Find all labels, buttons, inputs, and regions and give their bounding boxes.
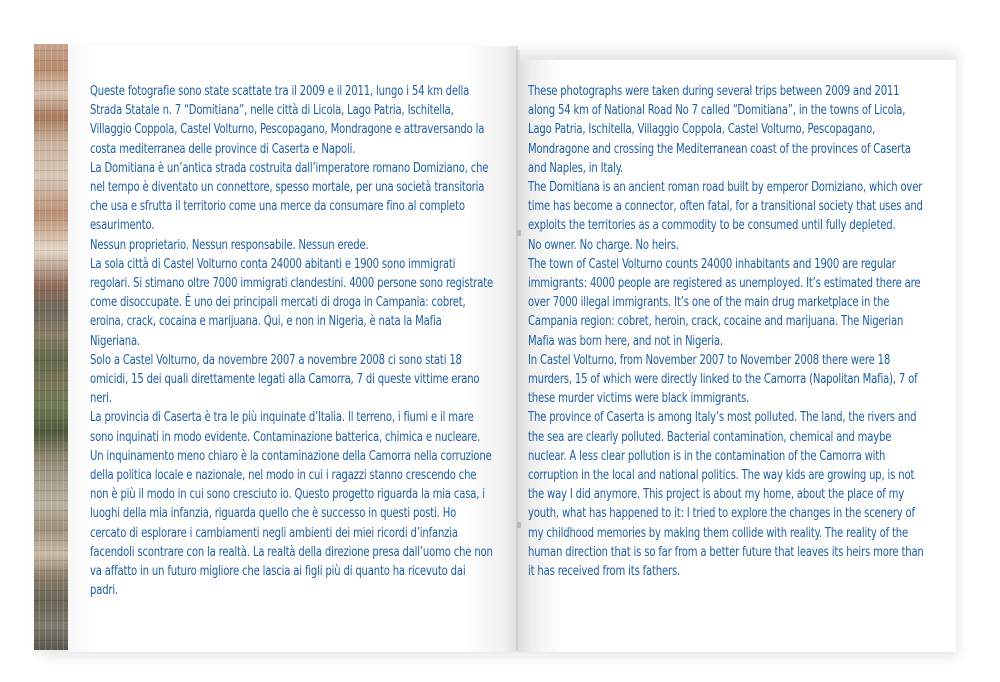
open-booklet: [32, 40, 954, 652]
italian-paragraph-2: La Domitiana è un’antica strada costruita dall’imperatore romano Domiziano, che nel tempo è diventato un connettore, spesso mortale, per una società transitoria che usa e sfrutta il territorio come una merce da consumare fino al completo esaurimento.: [90, 160, 489, 234]
italian-paragraph-1: Queste fotografie sono state scattate tra il 2009 e il 2011, lungo i 54 km della Strada Statale n. 7 “Domitiana”, nelle città di Licola, Lago Patria, Ischitella, Villaggio Coppola, Castel Volturno, Pescopagano, Mondragone e attraversando la costa mediterranea delle province di Caserta e Napoli.: [90, 84, 485, 157]
italian-paragraph-5: Solo a Castel Volturno, da novembre 2007 a novembre 2008 ci sono stati 18 omicidi, 15 dei quali direttamente legati alla Camorra, 7 di queste vittime erano neri.: [90, 352, 480, 407]
italian-paragraph-6: La provincia di Caserta è tra le più inquinate d’Italia. Il terreno, i fiumi e il mare sono inquinati in modo evidente. Contaminazione batterica, chimica e nucleare. Un inquinamento meno chiaro è la contaminazione della Camorra nella corruzione della politica locale e nazionale, nel modo in cui i ragazzi stanno crescendo che non è più il modo in cui sono cresciuto io. Questo progetto riguarda la mia casa, i luoghi della mia infanzia, riguarda quello che è successo in questi posti. Ho cercato di esplorare i cambiamenti negli ambienti dei miei ricordi d’infanzia facendoli scontrare con la realtà. La realtà della direzione presa dall’uomo che non va affatto in un futuro migliore che lascia ai figli più di quanto ha ricevuto dai padri.: [90, 410, 493, 599]
english-paragraph-3: No owner. No charge. No heirs.: [528, 237, 679, 253]
english-paragraph-5: In Castel Volturno, from November 2007 to November 2008 there were 18 murders, 15 of which were directly linked to the Camorra (Napolitan Mafia), 7 of these murder victims were black immigrants.: [528, 352, 918, 407]
english-text-block: [528, 82, 926, 581]
italian-text-block: [90, 82, 494, 600]
staple-top: [517, 230, 521, 236]
english-paragraph-1: These photographs were taken during several trips between 2009 and 2011 along 54 km of National Road No 7 called “Domitiana”, in the towns of Licola, Lago Patria, Ischitella, Villaggio Coppola, Castel Volturno, Pescopagano, Mondragone and crossing the Mediterranean coast of the provinces of Caserta and Naples, in Italy.: [528, 84, 911, 176]
italian-paragraph-3: Nessun proprietario. Nessun responsabile. Nessun erede.: [90, 237, 369, 253]
english-paragraph-2: The Domitiana is an ancient roman road built by emperor Domiziano, which over time has become a connector, often fatal, for a transitional society that uses and exploits the territories as a commodity to be consumed until fully depleted.: [528, 180, 923, 234]
english-paragraph-4: The town of Castel Volturno counts 24000 inhabitants and 1900 are regular immigrants: 4000 people are registered as unemployed. It’s estimated there are over 7000 illegal immigrants. It’s one of the main drug marketplace in the Campania region: cobret, heroin, crack, cocaine and marijuana. The Nigerian Mafia was born here, and not in Nigeria.: [528, 256, 921, 349]
english-paragraph-6: The province of Caserta is among Italy’s most polluted. The land, the rivers and the sea are clearly polluted. Bacterial contamination, chemical and maybe nuclear. A less clear pollution is in the contamination of the Camorra with corruption in the local and national politics. The way kids are growing up, is not the way I did anymore. This project is about my home, about the place of my youth, what has happened to it: I tried to explore the changes in the scenery of my childhood memories by making them collide with reality. The reality of the human direction that is so far from a better future that leaves its heirs more than it has received from its fathers.: [528, 410, 924, 580]
staple-bottom: [517, 522, 521, 528]
italian-paragraph-4: La sola città di Castel Volturno conta 24000 abitanti e 1900 sono immigrati regolari. Si stimano oltre 7000 immigrati clandestini. 4000 persone sono registrate come disoccupate. È uno dei principali mercati di droga in Campania: cobret, eroina, crack, cocaina e marijuana. Qui, e non in Nigeria, è nata la Mafia Nigeriana.: [90, 256, 494, 349]
page-gutter: [516, 50, 520, 650]
